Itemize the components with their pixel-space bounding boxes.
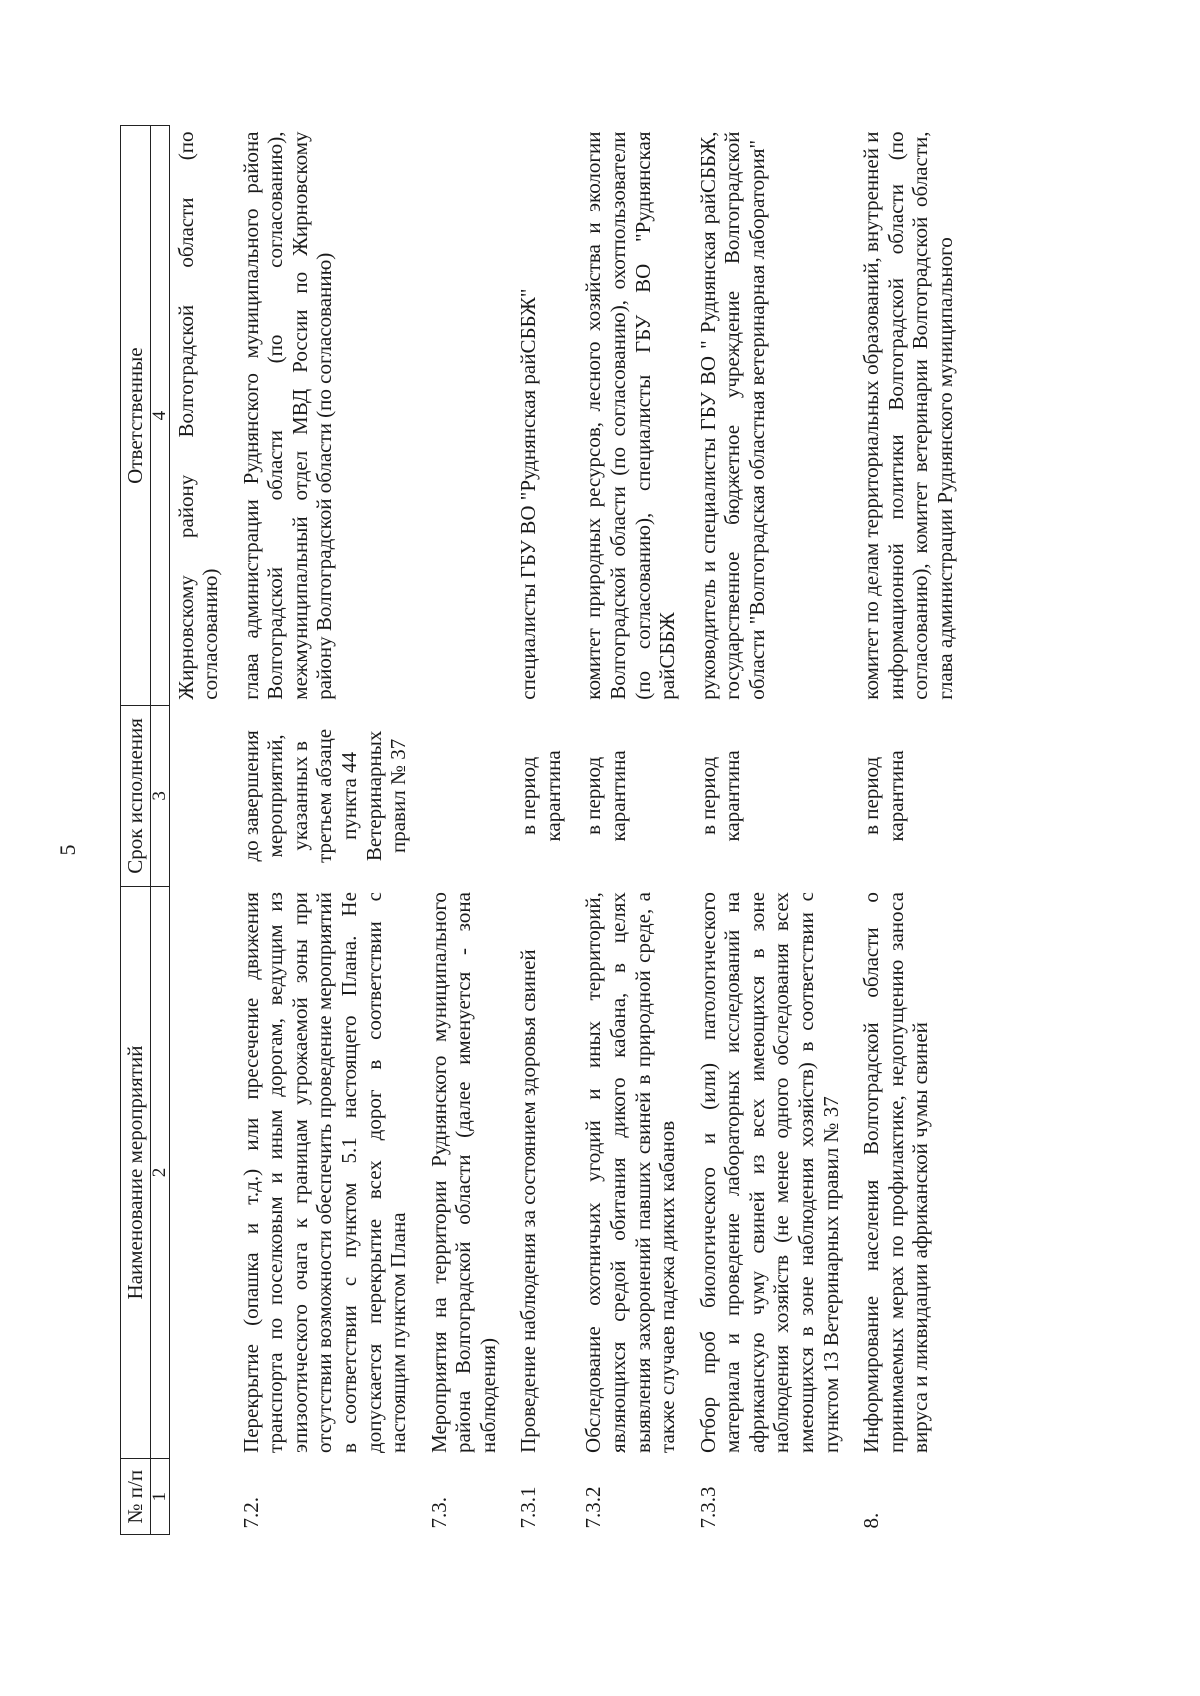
row-responsible: комитет по делам территориальных образований, внутренней и информационной политики Волгоградской области (по согласованию), комитет ветеринарии Волгоградской области, глава администрации Руднянского муниципального — [859, 131, 957, 700]
table-row — [502, 126, 567, 1535]
row-responsible: специалисты ГБУ ВО "Руднянская райСББЖ" — [516, 288, 541, 700]
row-deadline — [413, 706, 503, 886]
row-number: 7.3.1 — [516, 1486, 541, 1529]
row-number: 7.3. — [426, 1497, 451, 1529]
row-number: 7.3.3 — [695, 1486, 720, 1529]
row-measure: Отбор проб биологического и (или) патологического материала и проведение лабораторных исследований на африканскую чуму свиней из всех имеющихся в зоне наблюдения хозяйств (не менее одного обследования всех имеющихся в зоне наблюдения хозяйств) в соответствии с пунктом 13 Ветеринарных правил № 37 — [695, 892, 843, 1453]
row-responsible: комитет природных ресурсов, лесного хозяйства и экологии Волгоградской области (по согласованию), охотпользователи (по согласованию), специалисты ГБУ ВО "Руднянская райСББЖ — [581, 131, 680, 700]
column-index: 4 — [150, 126, 169, 706]
row-measure: Перекрытие (опашка и т.д.) или пресечение движения транспорта по поселковым и иным дорогам, ведущим из эпизоотического очага к границам угрожаемой зоны при отсутствии возможности обеспечить проведение мероприятий в соответствии с пунктом 5.1 настоящего Плана. Не допускается перекрытие всех дорог в соответствии с настоящим пунктом Плана — [238, 892, 411, 1453]
page-number: 5 — [55, 844, 80, 856]
row-number — [169, 1459, 225, 1535]
column-index: 3 — [150, 706, 169, 886]
table-row — [169, 126, 225, 1535]
table-header-row — [121, 126, 151, 1535]
rotated-page-content — [120, 125, 1120, 1535]
table-row — [413, 126, 503, 1535]
row-measure — [169, 886, 225, 1459]
row-deadline: в период карантина — [516, 750, 565, 842]
table-row — [682, 126, 845, 1535]
column-index: 2 — [150, 886, 169, 1459]
table-row — [567, 126, 681, 1535]
header-responsible: Ответственные — [121, 126, 151, 706]
row-responsible — [413, 126, 503, 706]
row-measure: Обследование охотничьих угодий и иных территорий, являющихся средой обитания дикого кабана, в целях выявления захоронений павших свиней в природной среде, а также случаев падежа диких кабанов — [581, 892, 680, 1453]
row-deadline: в период карантина — [859, 750, 908, 842]
row-deadline: в период карантина — [581, 750, 630, 842]
row-measure: Мероприятия на территории Руднянского муниципального района Волгоградской области (далее именуется - зона наблюдения) — [426, 892, 500, 1453]
row-responsible: глава администрации Руднянского муниципального района Волгоградской области (по согласованию), межмуниципальный отдел МВД России по Жирновскому району Волгоградской области (по согласованию) — [238, 131, 337, 700]
table-row — [225, 126, 413, 1535]
row-number: 7.2. — [238, 1497, 263, 1529]
header-number: № п/п — [121, 1459, 151, 1535]
row-measure: Проведение наблюдения за состоянием здоровья свиней — [516, 949, 541, 1453]
measures-table — [120, 125, 959, 1535]
row-number: 8. — [859, 1512, 884, 1529]
row-deadline: в период карантина — [695, 750, 745, 842]
column-index: 1 — [150, 1459, 169, 1535]
row-responsible: Жирновскому району Волгоградской области (по согласованию) — [173, 131, 223, 700]
row-deadline: до завершения мероприятий, указанных в третьем абзаце пункта 44 Ветеринарных правил № 37 — [238, 728, 411, 863]
row-responsible: руководитель и специалисты ГБУ ВО " Руднянская райСББЖ, государственное бюджетное учреждение Волгоградской области "Волгоградская областная ветеринарная лаборатория" — [695, 131, 769, 700]
row-deadline — [169, 706, 225, 886]
table-column-index-row — [150, 126, 169, 1535]
row-measure: Информирование населения Волгоградской области о принимаемых мерах по профилактике, недопущению заноса вируса и ликвидации африканской чумы свиней — [859, 892, 933, 1453]
row-number: 7.3.2 — [581, 1486, 606, 1529]
table-row — [845, 126, 959, 1535]
header-deadline: Срок исполнения — [121, 706, 151, 886]
header-measures: Наименование мероприятий — [121, 886, 151, 1459]
